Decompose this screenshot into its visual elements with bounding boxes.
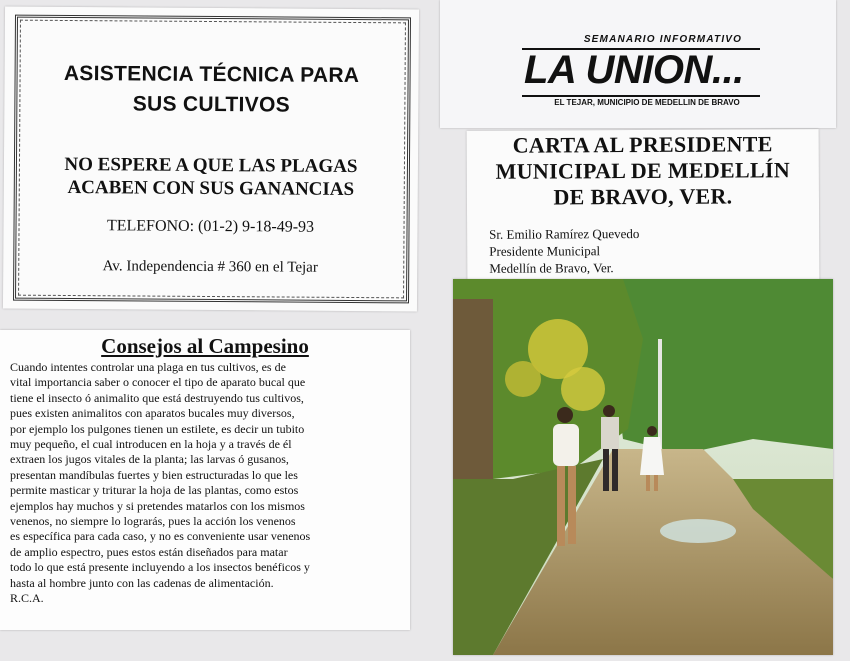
advice-line: hasta al hombre junto con las cadenas de alimentación.	[10, 575, 274, 590]
photo-illustration	[453, 279, 833, 655]
advice-line: por ejemplo los pulgones tienen un estilete, es decir un tubito	[10, 421, 305, 436]
advice-line: es específica para cada caso, y no es conveniente usar venenos	[10, 529, 311, 544]
advice-line: tiene el insecto ó animalito que está destruyendo tus cultivos,	[10, 390, 304, 405]
advice-line: de amplio espectro, pues estos están diseñados para matar	[10, 544, 288, 559]
recipient-name: Sr. Emilio Ramírez Quevedo	[489, 226, 640, 242]
advice-line: permite masticar y triturar la hoja de las plantas, como estos	[10, 483, 299, 498]
ad-address: Av. Independencia # 360 en el Tejar	[102, 258, 318, 276]
recipient-place: Medellín de Bravo, Ver.	[489, 260, 614, 276]
village-road-photo	[453, 279, 833, 655]
letter-title-line: MUNICIPAL DE MEDELLÍN	[495, 157, 791, 184]
advice-heading	[0, 334, 410, 359]
letter-title-line: CARTA AL PRESIDENTE	[512, 131, 773, 158]
letter-title	[467, 131, 819, 211]
advice-line: venenos, no siempre lo lograrás, pues la acción los venenos	[10, 514, 296, 529]
masthead-kicker: SEMANARIO INFORMATIVO	[583, 34, 743, 45]
advice-line: vital importancia saber o conocer el tipo de aparato bucal que	[10, 375, 306, 390]
yellow-flowers	[505, 361, 541, 397]
masthead-rule	[522, 95, 760, 97]
masthead-subtitle: EL TEJAR, MUNICIPIO DE MEDELLIN DE BRAVO	[554, 98, 740, 107]
ad-clipping	[3, 7, 419, 312]
advice-signature: R.C.A.	[10, 591, 44, 606]
ad-heading-line: SUS CULTIVOS	[132, 92, 291, 117]
ad-heading	[4, 59, 418, 122]
ad-slogan-line: ACABEN CON SUS GANANCIAS	[67, 176, 355, 200]
advice-line: presentan mandíbulas fuertes y bien estructuradas lo que les	[10, 467, 298, 482]
house-wall	[453, 299, 493, 489]
advice-heading-text: Consejos al Campesino	[101, 334, 309, 358]
advice-body	[10, 360, 398, 607]
advice-line: Cuando intentes controlar una plaga en tus cultivos, es de	[10, 360, 286, 374]
puddle	[660, 519, 736, 543]
letter-clipping	[467, 129, 820, 283]
advice-line: todo lo que está presente incluyendo a los insectos benéficos y	[10, 560, 310, 575]
masthead-title: LA UNION...	[524, 48, 744, 92]
advice-line: pues existen animalitos con aparatos bucales muy diversos,	[10, 406, 295, 421]
ad-slogan	[4, 153, 418, 202]
recipient-position: Presidente Municipal	[489, 243, 601, 259]
advice-line: muy pequeño, el cual introducen en la hoja y a través de él	[10, 437, 292, 452]
advice-clipping	[0, 330, 410, 630]
advice-line: extraen los jugos vitales de la planta; las larvas ó gusanos,	[10, 452, 289, 467]
letter-title-line: DE BRAVO, VER.	[553, 183, 733, 210]
advice-line: ejemplos hay muchos y si pretendes matarlos con los mismos	[10, 498, 305, 513]
newspaper-masthead	[440, 0, 836, 128]
ad-phone: TELEFONO: (01-2) 9-18-49-93	[106, 217, 315, 236]
utility-pole	[658, 339, 662, 449]
letter-recipient	[489, 225, 639, 277]
ad-heading-line: ASISTENCIA TÉCNICA PARA	[63, 61, 360, 88]
yellow-flowers	[561, 367, 605, 411]
ad-slogan-line: NO ESPERE A QUE LAS PLAGAS	[64, 153, 358, 178]
